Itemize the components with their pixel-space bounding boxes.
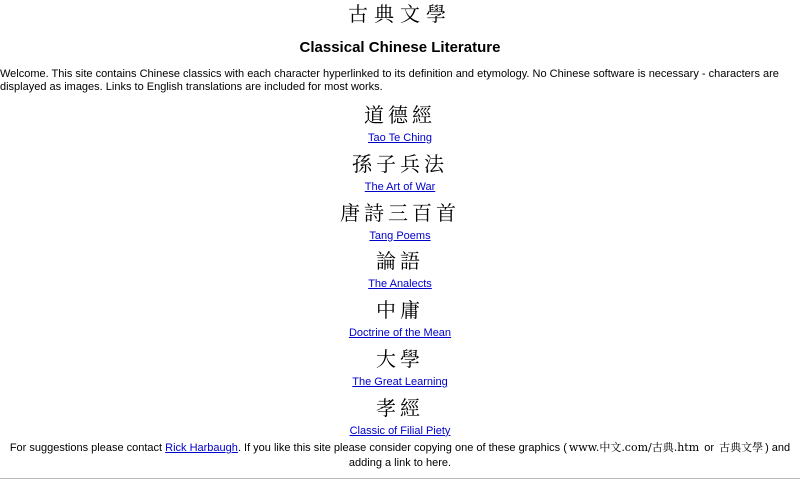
- site-title-chinese: 古典文學: [348, 2, 452, 26]
- contact-link[interactable]: Rick Harbaugh: [165, 442, 238, 454]
- list-item: [0, 346, 800, 395]
- footer-text-before: For suggestions please contact: [9, 442, 166, 454]
- footer: [0, 440, 800, 471]
- work-chinese-title: 孫子兵法: [352, 151, 448, 176]
- bottom-divider: [0, 478, 800, 479]
- work-chinese-title: 大學: [376, 346, 424, 371]
- footer-text-middle: . If you like this site please consider copying one of these graphics (: [237, 442, 567, 454]
- work-chinese-title: 論語: [376, 249, 424, 274]
- list-item: [0, 200, 800, 249]
- work-link-art-of-war[interactable]: The Art of War: [364, 180, 436, 193]
- works-list: [0, 102, 800, 444]
- work-link-filial-piety[interactable]: Classic of Filial Piety: [349, 424, 451, 437]
- list-item: [0, 102, 800, 151]
- footer-text-or: or: [701, 442, 718, 454]
- work-chinese-title: 唐詩三百首: [340, 200, 460, 225]
- work-link-tang-poems[interactable]: Tang Poems: [369, 229, 431, 242]
- list-item: [0, 248, 800, 297]
- work-chinese-title: 道德經: [364, 103, 436, 127]
- intro-text: Welcome. This site contains Chinese classics with each character hyperlinked to its definition and etymology. No Chinese software is necessary - characters are displayed as images. Links to English translations are included for most works.: [0, 68, 779, 93]
- work-link-analects[interactable]: The Analects: [368, 278, 432, 291]
- work-link-great-learning[interactable]: The Great Learning: [352, 375, 448, 388]
- work-link-tao-te-ching[interactable]: Tao Te Ching: [367, 132, 432, 144]
- page-title: Classical Chinese Literature: [299, 39, 501, 56]
- list-item: [0, 297, 800, 346]
- list-item: [0, 395, 800, 444]
- work-chinese-title: 中庸: [376, 298, 424, 323]
- graphic-title-image[interactable]: 古典文學: [719, 441, 764, 454]
- graphic-url-image[interactable]: www.中文.com/古典.htm: [568, 441, 700, 454]
- footer-text-after: ) and adding a link to here.: [348, 442, 791, 469]
- work-chinese-title: 孝經: [376, 395, 424, 420]
- work-link-doctrine-of-the-mean[interactable]: Doctrine of the Mean: [348, 327, 452, 340]
- list-item: [0, 151, 800, 200]
